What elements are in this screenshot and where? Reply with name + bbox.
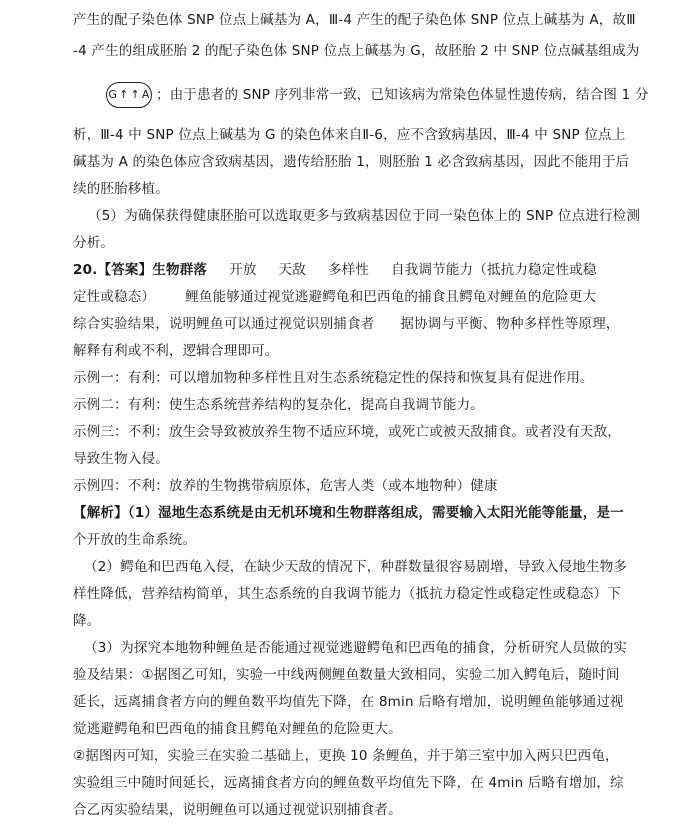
text-line: 示例四：不利：放养的生物携带病原体，危害人类（或本地物种）健康 [73, 478, 498, 494]
answer-term: 鲤鱼能够通过视觉逃避鳄龟和巴西龟的捕食且鳄龟对鲤鱼的危险更大 [185, 289, 597, 305]
analysis-heading-line: 【解析】（1）湿地生态系统是由无机环境和生物群落组成，需要输入太阳光能等能量，是一 [73, 505, 624, 521]
answer-term: 天敌 [278, 262, 306, 278]
allele-g: G [108, 88, 118, 101]
text-line: 分析。 [73, 235, 115, 251]
text-line: 碱基为 A 的染色体应含致病基因，遗传给胚胎 1，则胚胎 1 必含致病基因，因此不能用于后 [73, 154, 630, 170]
text-line: 合乙丙实验结果，说明鲤鱼可以通过视觉识别捕食者。 [73, 802, 402, 818]
text-line: 续的胚胎移植。 [73, 181, 169, 197]
up-arrow-icon: ↑ [130, 88, 140, 101]
text-line: ；由于患者的 SNP 序列非常一致，已知该病为常染色体显性遗传病，结合图 1 分 [156, 87, 649, 103]
answer-line [73, 261, 633, 279]
text-line: 个开放的生命系统。 [73, 532, 197, 548]
text-line: 觉逃避鳄龟和巴西龟的捕食且鳄龟对鲤鱼的危险更大。 [73, 721, 402, 737]
text-line: （5）为确保获得健康胚胎可以选取更多与致病基因位于同一染色体上的 SNP 位点进行检测 [88, 208, 641, 224]
answer-term: 多样性 [327, 262, 370, 278]
genotype-circle-diagram [106, 82, 152, 108]
answer-heading: 20.【答案】生物群落 [73, 262, 208, 278]
text-line: -4 产生的组成胚胎 2 的配子染色体 SNP 位点上碱基为 G，故胚胎 2 中 SNP 位点碱基组成为 [73, 43, 640, 59]
answer-term: 定性或稳态） [73, 289, 156, 305]
text-line: 析，Ⅲ-4 中 SNP 位点上碱基为 G 的染色体来自Ⅱ-6，应不含致病基因，Ⅲ-4 中 SNP 位点上 [73, 127, 626, 143]
text-line: 验及结果：①据图乙可知，实验一中线两侧鲤鱼数量大致相同，实验二加入鳄龟后，随时间 [73, 667, 620, 683]
text-line: （3）为探究本地物种鲤鱼是否能通过视觉逃避鳄龟和巴西龟的捕食，分析研究人员做的实 [84, 640, 628, 656]
text-line: 样性降低，营养结构简单，其生态系统的自我调节能力（抵抗力稳定性或稳定性或稳态）下 [73, 586, 621, 602]
text-line: 延长，远离捕食者方向的鲤鱼数平均值先下降，在 8min 后略有增加，说明鲤鱼能够通过视 [73, 694, 624, 710]
answer-line [73, 288, 633, 306]
text-line: 解释有利或不利，逻辑合理即可。 [73, 343, 279, 359]
text-line: 实验组三中随时间延长，远离捕食者方向的鲤鱼数平均值先下降，在 4min 后略有增加，综 [73, 775, 624, 791]
text-line: （2）鳄龟和巴西龟入侵，在缺少天敌的情况下，种群数量很容易剧增，导致入侵地生物多 [84, 559, 628, 575]
answer-term: 开放 [229, 262, 257, 278]
text-line: ②据图丙可知，实验三在实验二基础上，更换 10 条鲤鱼，并于第三室中加入两只巴西龟， [73, 748, 619, 764]
answer-term: 自我调节能力（抵抗力稳定性或稳 [391, 262, 597, 278]
text-line: 产生的配子染色体 SNP 位点上碱基为 A，Ⅲ-4 产生的配子染色体 SNP 位点上碱基为 A，故Ⅲ [73, 12, 636, 28]
text-line: 示例一：有利：可以增加物种多样性且对生态系统稳定性的保持和恢复具有促进作用。 [73, 370, 594, 386]
text-line: 示例三：不利：放生会导致被放养生物不适应环境，或死亡或被天敌捕食。或者没有天敌， [73, 424, 621, 440]
up-arrow-icon: ↑ [119, 88, 129, 101]
text-line: 导致生物入侵。 [73, 451, 169, 467]
text-line: 示例二：有利：使生态系统营养结构的复杂化，提高自我调节能力。 [73, 397, 484, 413]
text-line-with-diagram [73, 82, 649, 108]
text-line: 降。 [73, 613, 101, 629]
answer-term: 综合实验结果，说明鲤鱼可以通过视觉识别捕食者 [73, 316, 375, 332]
answer-line [73, 315, 633, 333]
answer-term: 据协调与平衡、物种多样性等原理， [400, 316, 620, 332]
allele-a: A [141, 88, 150, 101]
